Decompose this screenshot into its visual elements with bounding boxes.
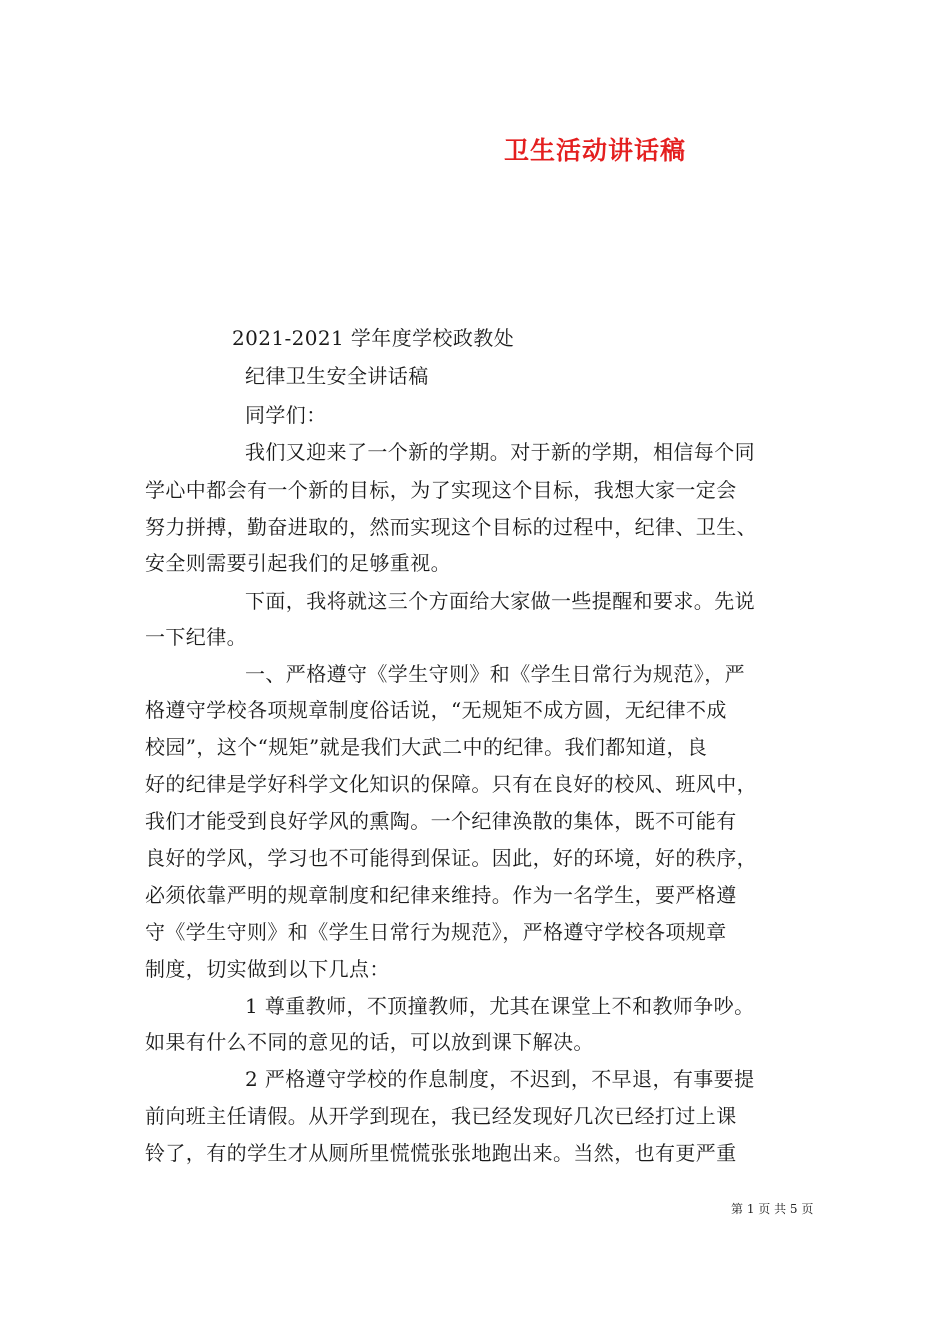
- text-line: 制度，切实做到以下几点：: [145, 957, 390, 981]
- text-line: 一、严格遵守《学生守则》和《学生日常行为规范》，严: [245, 662, 745, 686]
- text-line: 必须依靠严明的规章制度和纪律来维持。作为一名学生，要严格遵: [145, 883, 737, 907]
- text-line: 2 严格遵守学校的作息制度，不迟到，不早退，有事要提: [245, 1067, 755, 1091]
- text-line: 2021-2021 学年度学校政教处: [232, 326, 515, 350]
- text-line: 校园”，这个“规矩”就是我们大武二中的纪律。我们都知道，良: [145, 735, 708, 759]
- text-line: 守《学生守则》和《学生日常行为规范》，严格遵守学校各项规章: [145, 920, 727, 944]
- text-line: 安全则需要引起我们的足够重视。: [145, 551, 451, 575]
- page-number: 第 1 页 共 5 页: [731, 1202, 814, 1216]
- text-line: 下面，我将就这三个方面给大家做一些提醒和要求。先说: [245, 589, 755, 613]
- text-line: 我们又迎来了一个新的学期。对于新的学期，相信每个同: [245, 440, 755, 464]
- text-line: 铃了，有的学生才从厕所里慌慌张张地跑出来。当然，也有更严重: [145, 1141, 737, 1165]
- text-line: 前向班主任请假。从开学到现在，我已经发现好几次已经打过上课: [145, 1104, 737, 1128]
- text-line: 纪律卫生安全讲话稿: [245, 364, 429, 388]
- text-line: 良好的学风，学习也不可能得到保证。因此，好的环境，好的秩序，: [145, 846, 757, 870]
- document-title: 卫生活动讲话稿: [503, 136, 686, 165]
- text-line: 如果有什么不同的意见的话，可以放到课下解决。: [145, 1030, 594, 1054]
- text-line: 格遵守学校各项规章制度俗话说，“无规矩不成方圆，无纪律不成: [145, 698, 727, 722]
- text-line: 学心中都会有一个新的目标，为了实现这个目标，我想大家一定会: [145, 478, 737, 502]
- text-line: 我们才能受到良好学风的熏陶。一个纪律涣散的集体，既不可能有: [145, 809, 737, 833]
- text-line: 好的纪律是学好科学文化知识的保障。只有在良好的校风、班风中，: [145, 772, 757, 796]
- text-line: 同学们：: [245, 403, 327, 427]
- text-line: 一下纪律。: [145, 625, 247, 649]
- text-line: 努力拼搏，勤奋进取的，然而实现这个目标的过程中，纪律、卫生、: [145, 515, 757, 539]
- text-line: 1 尊重教师，不顶撞教师，尤其在课堂上不和教师争吵。: [245, 994, 755, 1018]
